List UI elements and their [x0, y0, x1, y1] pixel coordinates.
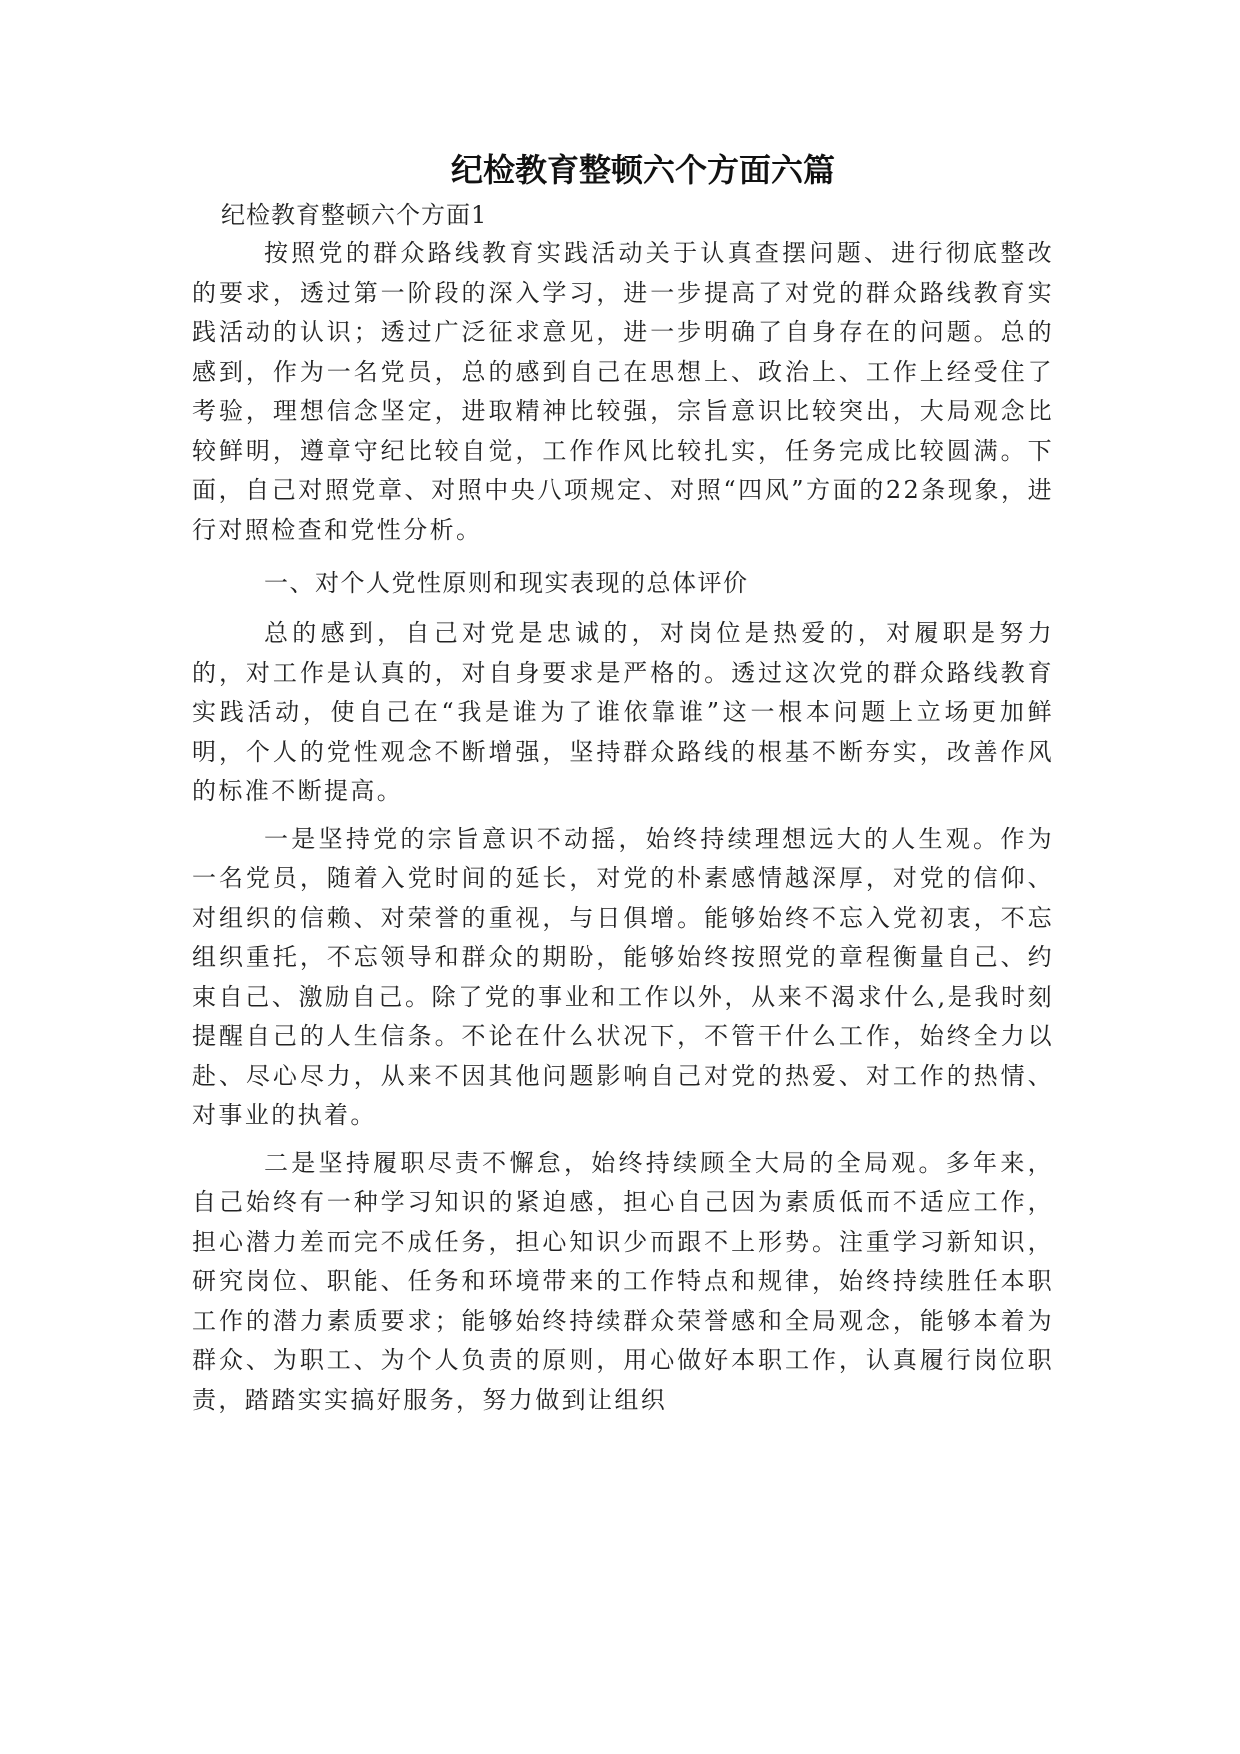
paragraph-point-two: 二是坚持履职尽责不懈怠，始终持续顾全大局的全局观。多年来，自己始终有一种学习知识的紧迫感，担心自己因为素质低而不适应工作，担心潜力差而完不成任务，担心知识少而跟不上形势。注重学习新知识，研究岗位、职能、任务和环境带来的工作特点和规律，始终持续胜任本职工作的潜力素质要求；能够始终持续群众荣誉感和全局观念，能够本着为群众、为职工、为个人负责的原则，用心做好本职工作，认真履行岗位职责，踏踏实实搞好服务，努力做到让组织	[192, 1148, 1054, 1414]
paragraph-overall-evaluation: 总的感到，自己对党是忠诚的，对岗位是热爱的，对履职是努力的，对工作是认真的，对自身要求是严格的。透过这次党的群众路线教育实践活动，使自己在“我是谁为了谁依靠谁”这一根本问题上立场更加鲜明，个人的党性观念不断增强，坚持群众路线的根基不断夯实，改善作风的标准不断提高。	[192, 619, 1054, 805]
paragraph-point-one: 一是坚持党的宗旨意识不动摇，始终持续理想远大的人生观。作为一名党员，随着入党时间的延长，对党的朴素感情越深厚，对党的信仰、对组织的信赖、对荣誉的重视，与日俱增。能够始终不忘入党初衷，不忘组织重托，不忘领导和群众的期盼，能够始终按照党的章程衡量自己、约束自己、激励自己。除了党的事业和工作以外，从来不渴求什么,是我时刻提醒自己的人生信条。不论在什么状况下，不管干什么工作，始终全力以赴、尽心尽力，从来不因其他问题影响自己对党的热爱、对工作的热情、对事业的执着。	[192, 824, 1054, 1129]
section-label: 纪检教育整顿六个方面1	[221, 201, 488, 229]
section-heading: 一、对个人党性原则和现实表现的总体评价	[264, 569, 749, 597]
paragraph-intro: 按照党的群众路线教育实践活动关于认真查摆问题、进行彻底整改的要求，透过第一阶段的深入学习，进一步提高了对党的群众路线教育实践活动的认识；透过广泛征求意见，进一步明确了自身存在的问题。总的感到，作为一名党员，总的感到自己在思想上、政治上、工作上经受住了考验，理想信念坚定，进取精神比较强，宗旨意识比较突出，大局观念比较鲜明，遵章守纪比较自觉，工作作风比较扎实，任务完成比较圆满。下面，自己对照党章、对照中央八项规定、对照“四风”方面的22条现象，进行对照检查和党性分析。	[192, 239, 1054, 544]
document-title: 纪检教育整顿六个方面六篇	[450, 151, 835, 189]
document-body	[192, 196, 1054, 1420]
